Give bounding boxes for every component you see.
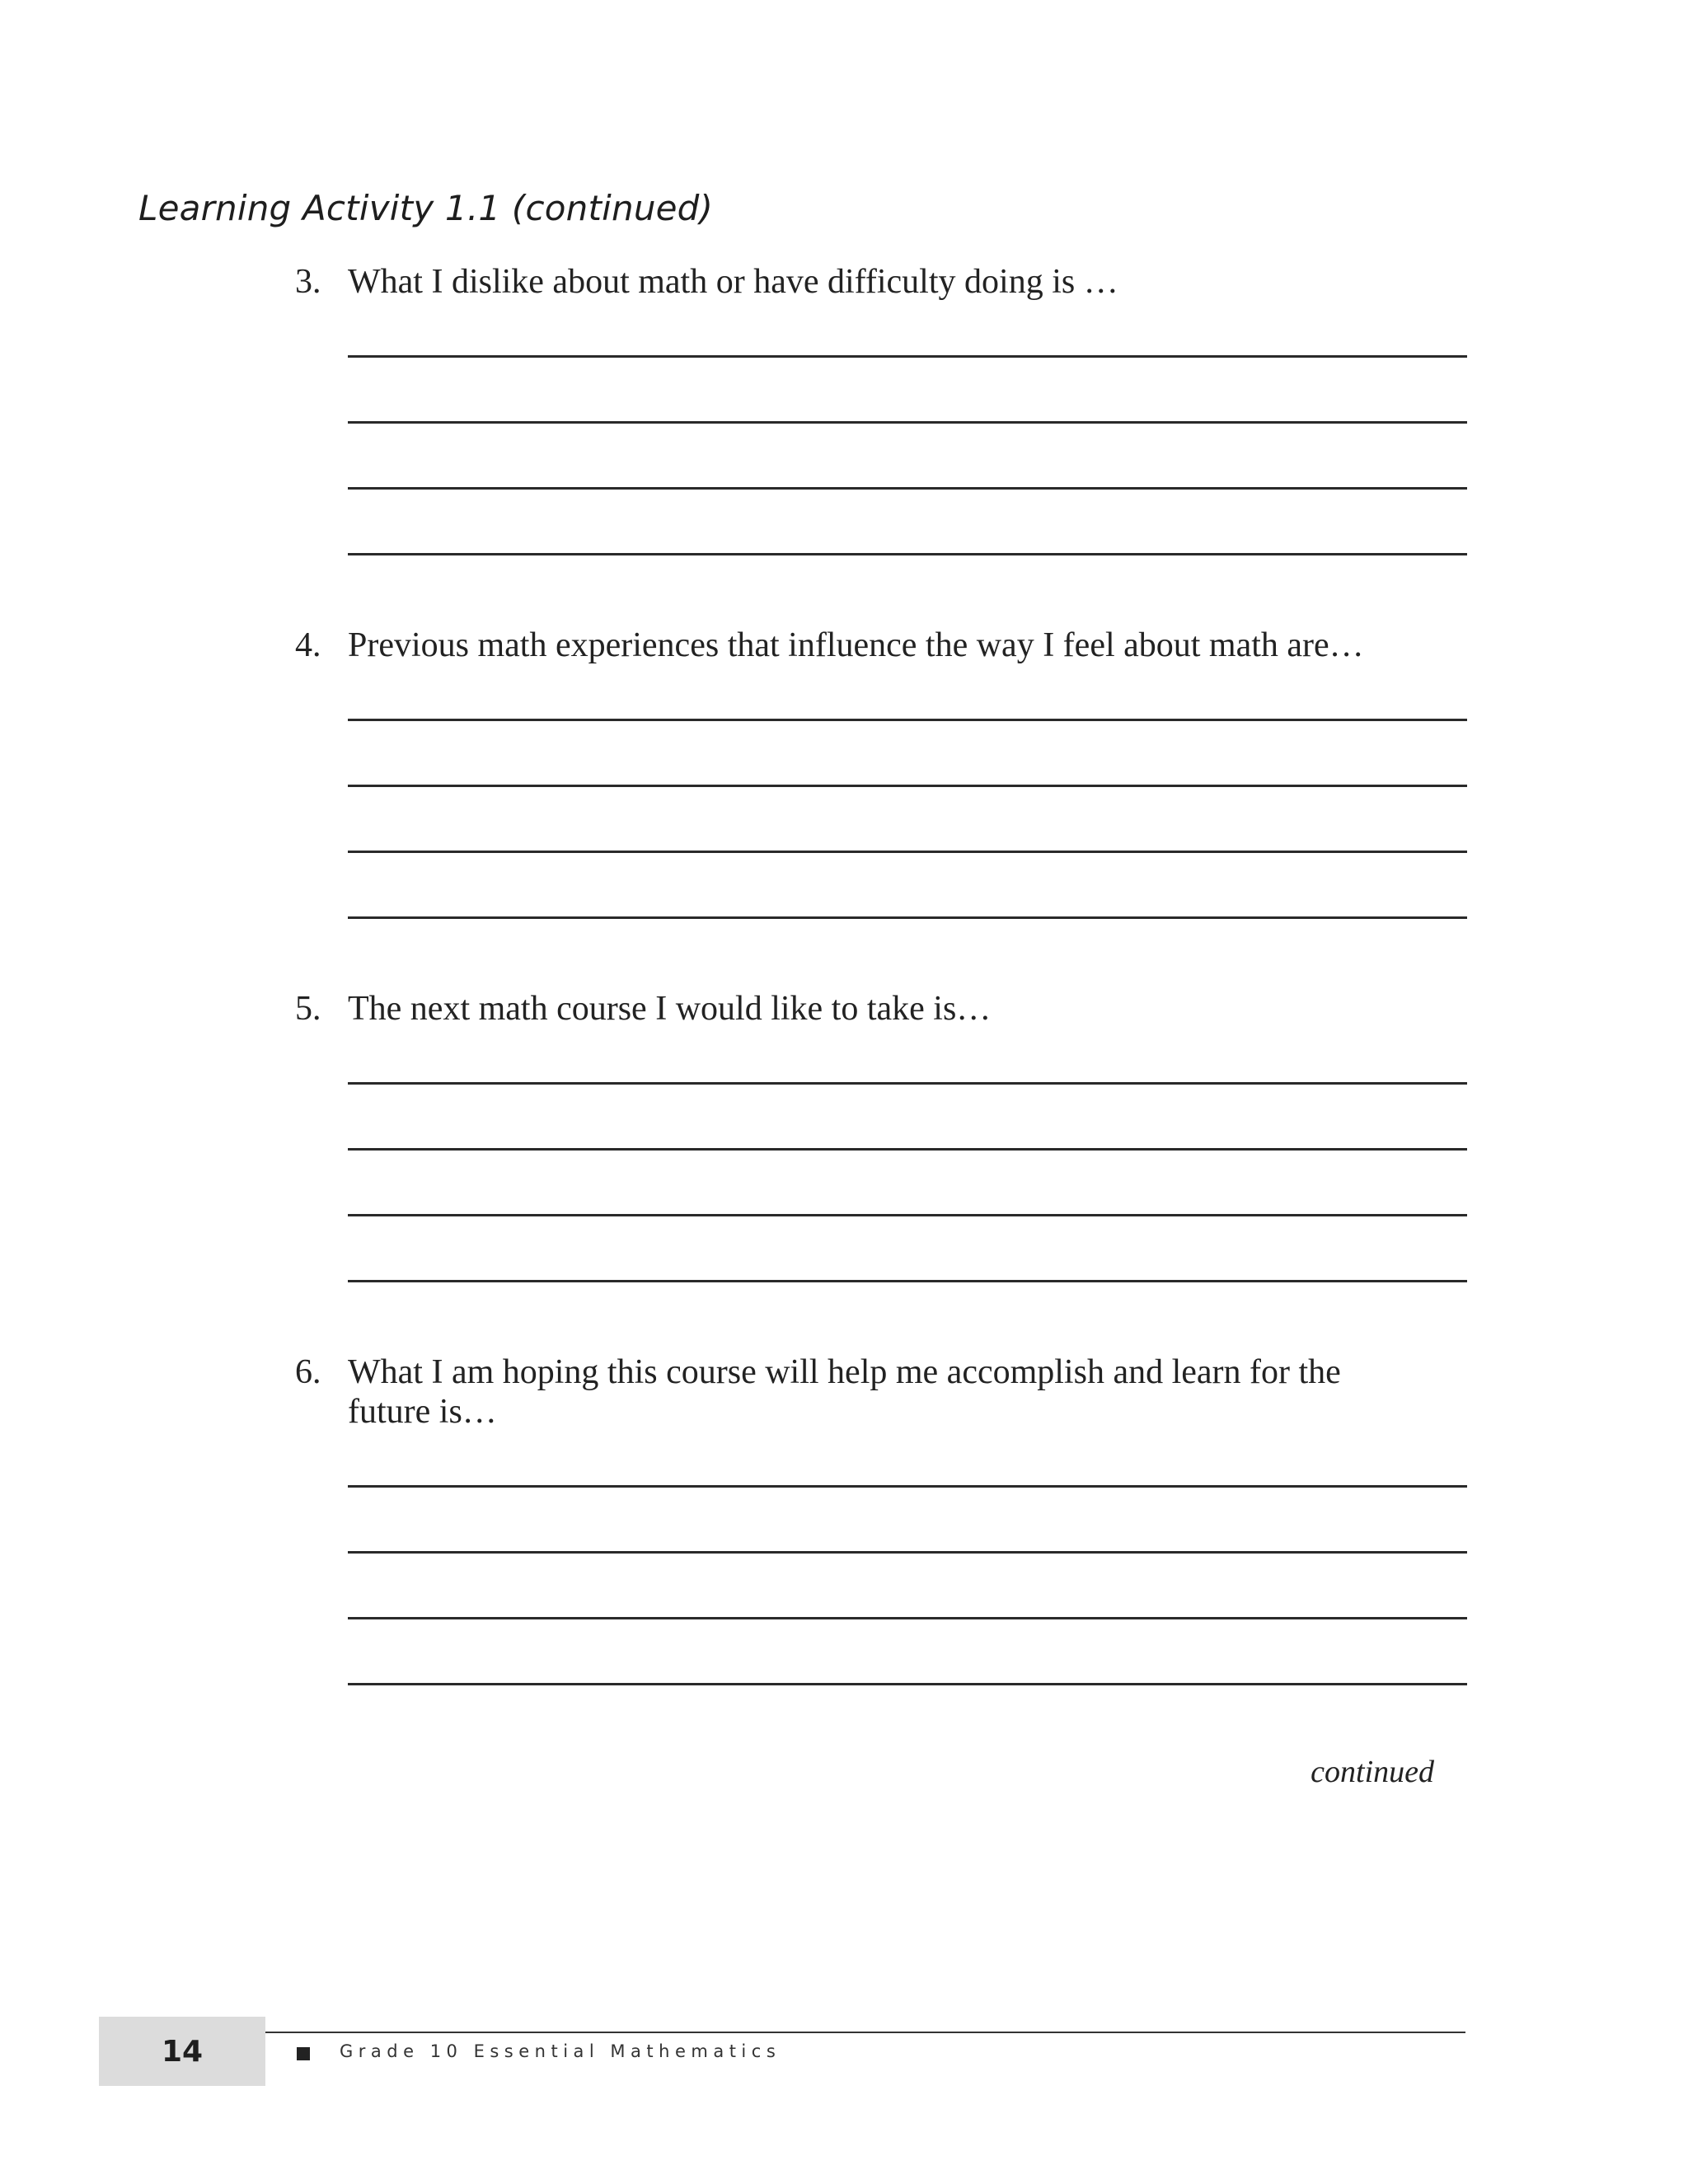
question-number: 3. [295, 263, 321, 301]
answer-line[interactable] [348, 424, 1467, 490]
answer-line[interactable] [348, 665, 1467, 721]
question-number: 6. [295, 1353, 321, 1391]
answer-lines [348, 302, 1467, 555]
footer-divider [265, 2032, 1465, 2033]
answer-lines [348, 1029, 1467, 1282]
footer-title: Grade 10 Essential Mathematics [340, 2041, 781, 2061]
answer-line[interactable] [348, 1488, 1467, 1554]
answer-lines [348, 665, 1467, 919]
answer-line[interactable] [348, 787, 1467, 853]
answer-line[interactable] [348, 358, 1467, 424]
answer-line[interactable] [348, 1216, 1467, 1282]
question-text: Previous math experiences that influence the way I feel about math are… [348, 626, 1364, 664]
question-4 [295, 626, 1465, 919]
question-prompt [295, 626, 1465, 665]
continued-label: continued [1311, 1755, 1434, 1789]
question-text: What I dislike about math or have difficulty doing is … [348, 263, 1118, 301]
answer-line[interactable] [348, 1554, 1467, 1619]
question-number: 4. [295, 626, 321, 664]
answer-line[interactable] [348, 853, 1467, 919]
question-5 [295, 989, 1465, 1282]
question-prompt [295, 989, 1465, 1029]
question-prompt [295, 262, 1465, 302]
answer-line[interactable] [348, 1151, 1467, 1216]
answer-lines [348, 1432, 1467, 1685]
square-bullet-icon [297, 2047, 310, 2060]
page-number: 14 [99, 2017, 265, 2086]
question-prompt [295, 1352, 1465, 1432]
question-number: 5. [295, 990, 321, 1028]
answer-line[interactable] [348, 1432, 1467, 1488]
answer-line[interactable] [348, 490, 1467, 555]
answer-line[interactable] [348, 1029, 1467, 1085]
question-3 [295, 262, 1465, 555]
answer-line[interactable] [348, 302, 1467, 358]
question-text: What I am hoping this course will help me accomplish and learn for the future is… [348, 1353, 1341, 1431]
activity-heading: Learning Activity 1.1 (continued) [138, 188, 714, 228]
answer-line[interactable] [348, 1085, 1467, 1151]
question-text: The next math course I would like to take is… [348, 990, 992, 1028]
answer-line[interactable] [348, 1619, 1467, 1685]
answer-line[interactable] [348, 721, 1467, 787]
question-6 [295, 1352, 1465, 1685]
